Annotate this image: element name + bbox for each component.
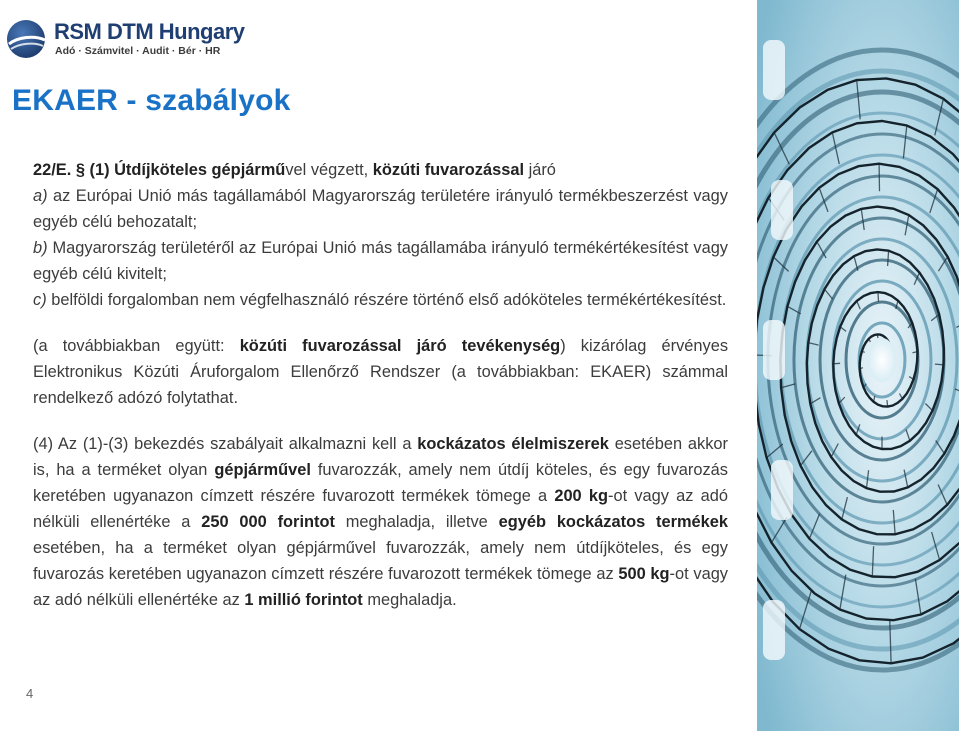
list-item-a: a) az Európai Unió más tagállamából Magyarország területére irányuló termékbeszerzést vagy egyéb célú behozatalt; xyxy=(33,187,728,231)
globe-logo-icon xyxy=(4,18,48,60)
spiral-staircase-photo xyxy=(757,0,959,731)
bold-term: közúti fuvarozással xyxy=(372,161,525,179)
paragraph-risky-goods: (4) Az (1)-(3) bekezdés szabályait alkalmazni kell a kockázatos élelmiszerek esetében akkor is, ha a terméket olyan gépjárművel fuvarozzák, amely nem útdíj köteles, és egy fuvarozás keretében ugyanazon címzett részére fuvarozott termékek tömege a 200 kg-ot vagy az adó nélküli ellenértéke a 250 000 forintot meghaladja, illetve egyéb kockázatos termékek esetében, ha a terméket olyan gépjárművel fuvarozzák, amely nem útdíjköteles, és egy fuvarozás keretében ugyanazon címzett részére fuvarozott termékek tömege az 500 kg-ot vagy az adó nélküli ellenértéke az 1 millió forintot meghaladja. xyxy=(33,435,729,609)
paragraph-ekaer-definition: (a továbbiakban együtt: közúti fuvarozással járó tevékenység) kizárólag érvényes Elektronikus Közúti Áruforgalom Ellenőrző Rendszer (a továbbiakban: EKAER) számmal rendelkező adózó folytathat. xyxy=(33,337,729,407)
slide-body xyxy=(33,157,728,613)
list-item-c: c) belföldi forgalomban nem végfelhasználó részére történő első adóköteles termékértékesítést. xyxy=(33,291,727,309)
company-logo xyxy=(4,18,245,64)
page-number: 4 xyxy=(26,686,34,701)
bold-term: Útdíjköteles gépjármű xyxy=(114,161,286,179)
spiral-staircase-image xyxy=(757,0,959,731)
logo-tagline: Adó · Számvitel · Audit · Bér · HR xyxy=(55,45,221,57)
list-item-b: b) Magyarország területéről az Európai Unió más tagállamába irányuló termékértékesítést vagy egyéb célú kivitelt; xyxy=(33,239,728,283)
logo-name: RSM DTM Hungary xyxy=(54,19,245,44)
page-title: EKAER - szabályok xyxy=(12,84,291,117)
paragraph-section-22e xyxy=(33,157,728,313)
bold-term: közúti fuvarozással járó tevékenység xyxy=(239,337,561,355)
intro-sentence: 22/E. § (1) Útdíjköteles gépjárművel végzett, közúti fuvarozással járó xyxy=(33,161,556,179)
